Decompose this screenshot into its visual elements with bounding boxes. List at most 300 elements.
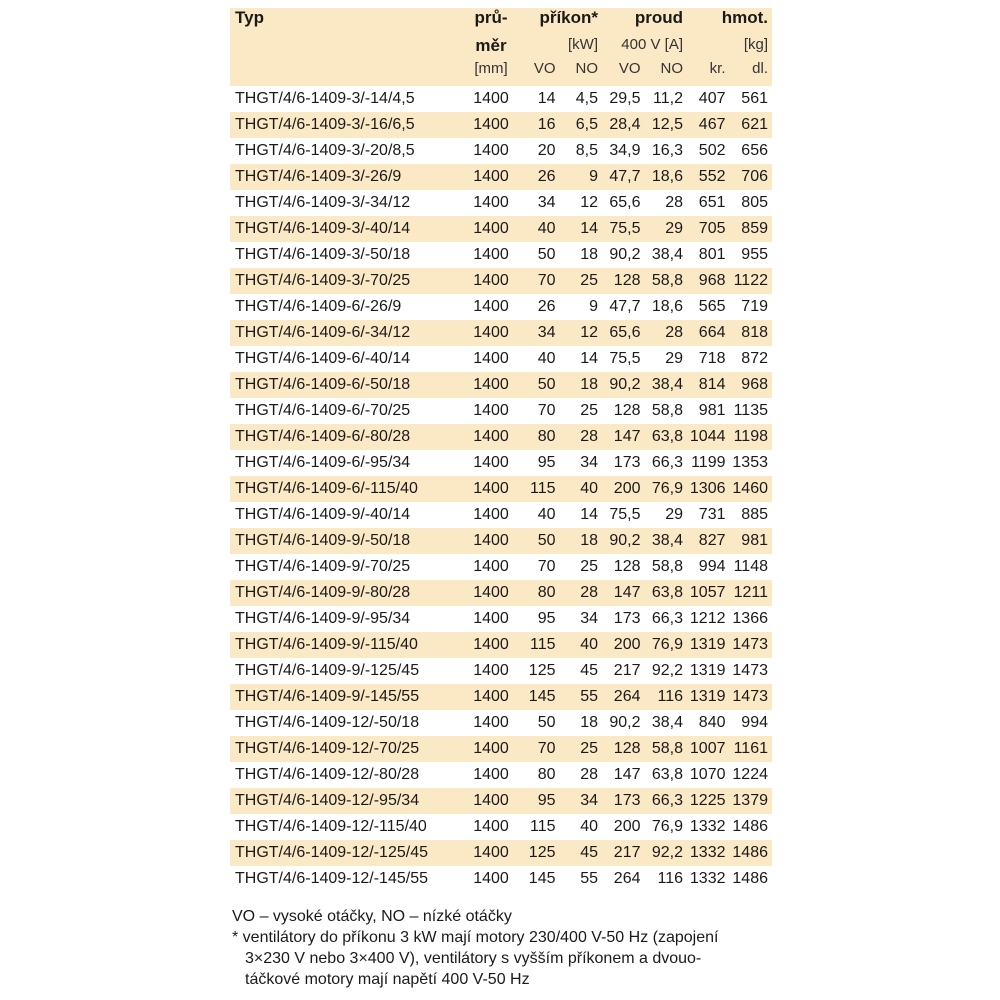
cell-mass-dl: 1161 (733, 740, 768, 757)
cell-power-vo: 14 (537, 90, 556, 107)
header-current-vo: VO (618, 60, 641, 77)
cell-current-no: 63,8 (651, 428, 683, 445)
cell-mass-kr: 1212 (689, 610, 726, 627)
footnote-line-3: táčkové motory mají napětí 400 V-50 Hz (245, 971, 530, 988)
cell-diameter: 1400 (473, 116, 509, 133)
cell-current-no: 38,4 (651, 532, 683, 549)
cell-mass-dl: 561 (741, 90, 768, 107)
cell-current-vo: 147 (613, 766, 641, 783)
cell-mass-dl: 656 (741, 142, 768, 159)
cell-typ: THGT/4/6-1409-6/-95/34 (235, 454, 411, 471)
cell-typ: THGT/4/6-1409-3/-40/14 (235, 220, 411, 237)
table-row (230, 242, 772, 268)
cell-typ: THGT/4/6-1409-9/-95/34 (235, 610, 411, 627)
cell-power-no: 18 (580, 714, 598, 731)
table-body (230, 86, 772, 892)
cell-diameter: 1400 (473, 168, 509, 185)
cell-power-no: 18 (580, 532, 598, 549)
table-row (230, 398, 772, 424)
cell-power-no: 4,5 (575, 90, 598, 107)
cell-current-no: 66,3 (651, 454, 683, 471)
footnote-line-1: * ventilátory do příkonu 3 kW mají motory 230/400 V-50 Hz (zapojení (232, 929, 719, 946)
cell-power-no: 40 (580, 636, 598, 653)
table-row (230, 632, 772, 658)
cell-power-vo: 95 (537, 610, 556, 627)
cell-power-vo: 50 (537, 714, 556, 731)
cell-typ: THGT/4/6-1409-12/-50/18 (235, 714, 420, 731)
cell-typ: THGT/4/6-1409-12/-70/25 (235, 740, 420, 757)
notes-block (232, 906, 792, 990)
cell-diameter: 1400 (473, 870, 509, 887)
cell-mass-kr: 968 (698, 272, 726, 289)
cell-mass-dl: 1486 (732, 818, 768, 835)
cell-mass-kr: 1319 (689, 636, 726, 653)
cell-mass-kr: 1332 (689, 818, 726, 835)
cell-current-no: 58,8 (651, 558, 683, 575)
cell-current-no: 18,6 (651, 298, 683, 315)
header-current-unit: 400 V [A] (621, 36, 683, 53)
footnote-line-2: 3×230 V nebo 3×400 V), ventilátory s vyšším příkonem a dvouo- (245, 950, 702, 967)
cell-power-no: 28 (580, 584, 598, 601)
cell-current-no: 16,3 (651, 142, 683, 159)
cell-mass-dl: 719 (741, 298, 768, 315)
table-row (230, 268, 772, 294)
table-row (230, 658, 772, 684)
header-current-no: NO (660, 60, 683, 77)
cell-diameter: 1400 (473, 714, 509, 731)
table-row (230, 580, 772, 606)
cell-power-vo: 40 (537, 350, 556, 367)
cell-mass-kr: 651 (698, 194, 726, 211)
cell-power-vo: 115 (529, 636, 556, 653)
cell-mass-kr: 1070 (689, 766, 726, 783)
cell-current-vo: 47,7 (609, 298, 641, 315)
cell-diameter: 1400 (473, 844, 509, 861)
cell-power-no: 40 (580, 480, 598, 497)
cell-typ: THGT/4/6-1409-9/-115/40 (235, 636, 418, 653)
table-row (230, 762, 772, 788)
table-row (230, 372, 772, 398)
cell-mass-dl: 1198 (733, 428, 768, 445)
cell-power-no: 55 (580, 688, 598, 705)
cell-power-no: 14 (580, 220, 598, 237)
cell-power-no: 40 (580, 818, 598, 835)
cell-typ: THGT/4/6-1409-3/-34/12 (235, 194, 411, 211)
cell-mass-dl: 706 (741, 168, 768, 185)
cell-typ: THGT/4/6-1409-9/-145/55 (235, 688, 420, 705)
cell-current-vo: 34,9 (609, 142, 641, 159)
cell-power-vo: 80 (537, 584, 556, 601)
cell-power-vo: 115 (529, 818, 556, 835)
cell-power-no: 14 (580, 350, 598, 367)
cell-current-no: 12,5 (651, 116, 683, 133)
header-diameter-line2: měr (475, 36, 507, 55)
cell-diameter: 1400 (473, 90, 509, 107)
cell-power-vo: 50 (537, 376, 556, 393)
cell-mass-dl: 1366 (732, 610, 768, 627)
cell-current-vo: 90,2 (609, 532, 641, 549)
cell-power-no: 25 (580, 272, 598, 289)
cell-power-no: 34 (580, 454, 598, 471)
cell-mass-kr: 840 (698, 714, 726, 731)
table-row (230, 710, 772, 736)
cell-diameter: 1400 (473, 506, 509, 523)
header-current: proud (634, 8, 683, 27)
cell-current-vo: 128 (613, 402, 641, 419)
cell-typ: THGT/4/6-1409-6/-80/28 (235, 428, 411, 445)
cell-mass-kr: 552 (698, 168, 726, 185)
cell-current-no: 76,9 (651, 480, 683, 497)
cell-typ: THGT/4/6-1409-6/-50/18 (235, 376, 411, 393)
cell-power-vo: 26 (537, 298, 556, 315)
cell-typ: THGT/4/6-1409-6/-70/25 (235, 402, 411, 419)
cell-diameter: 1400 (473, 454, 509, 471)
cell-mass-dl: 1486 (732, 844, 768, 861)
cell-mass-dl: 1148 (733, 558, 768, 575)
cell-current-vo: 75,5 (609, 220, 641, 237)
cell-current-no: 92,2 (651, 844, 683, 861)
cell-mass-kr: 502 (698, 142, 726, 159)
cell-current-no: 38,4 (651, 246, 683, 263)
cell-power-vo: 70 (537, 558, 556, 575)
header-row-1 (230, 8, 772, 36)
cell-current-vo: 200 (613, 636, 641, 653)
cell-current-no: 63,8 (651, 584, 683, 601)
cell-current-vo: 65,6 (609, 324, 641, 341)
cell-typ: THGT/4/6-1409-6/-115/40 (235, 480, 418, 497)
cell-current-vo: 28,4 (609, 116, 641, 133)
cell-current-vo: 200 (613, 480, 641, 497)
cell-mass-dl: 621 (741, 116, 768, 133)
cell-power-vo: 80 (537, 766, 556, 783)
cell-power-vo: 125 (528, 662, 556, 679)
cell-mass-kr: 664 (698, 324, 726, 341)
cell-current-vo: 75,5 (609, 506, 641, 523)
cell-power-no: 9 (589, 168, 598, 185)
cell-mass-kr: 731 (698, 506, 726, 523)
cell-current-no: 38,4 (651, 376, 683, 393)
cell-current-vo: 200 (613, 818, 641, 835)
cell-mass-dl: 955 (741, 246, 768, 263)
legend-note: VO – vysoké otáčky, NO – nízké otáčky (232, 908, 512, 925)
cell-diameter: 1400 (473, 350, 509, 367)
cell-power-vo: 20 (537, 142, 556, 159)
cell-mass-kr: 827 (698, 532, 726, 549)
cell-current-no: 66,3 (651, 792, 683, 809)
table-row (230, 424, 772, 450)
cell-mass-dl: 981 (741, 532, 768, 549)
cell-typ: THGT/4/6-1409-3/-26/9 (235, 168, 402, 185)
cell-current-vo: 264 (613, 688, 641, 705)
table-row (230, 346, 772, 372)
cell-mass-kr: 718 (698, 350, 726, 367)
cell-current-no: 28 (665, 324, 683, 341)
cell-typ: THGT/4/6-1409-9/-125/45 (235, 662, 420, 679)
cell-typ: THGT/4/6-1409-3/-50/18 (235, 246, 411, 263)
cell-current-vo: 75,5 (609, 350, 641, 367)
cell-mass-dl: 885 (741, 506, 768, 523)
table-row (230, 502, 772, 528)
cell-diameter: 1400 (473, 688, 509, 705)
cell-power-vo: 26 (537, 168, 556, 185)
cell-power-no: 9 (589, 298, 598, 315)
table-row (230, 86, 772, 112)
cell-mass-kr: 1319 (689, 662, 726, 679)
header-mass-dl: dl. (752, 60, 768, 77)
cell-power-vo: 145 (528, 870, 556, 887)
cell-current-vo: 147 (613, 428, 641, 445)
cell-typ: THGT/4/6-1409-9/-40/14 (235, 506, 411, 523)
cell-power-no: 6,5 (575, 116, 598, 133)
header-diameter-line1: prů- (474, 8, 508, 27)
cell-diameter: 1400 (473, 584, 509, 601)
cell-power-vo: 125 (528, 844, 556, 861)
cell-power-vo: 34 (537, 324, 556, 341)
header-mass-unit: [kg] (743, 36, 768, 53)
cell-typ: THGT/4/6-1409-6/-34/12 (235, 324, 411, 341)
cell-power-no: 25 (580, 740, 598, 757)
cell-current-no: 76,9 (651, 818, 683, 835)
cell-power-vo: 16 (537, 116, 556, 133)
table-row (230, 294, 772, 320)
cell-current-no: 29 (665, 506, 683, 523)
cell-power-vo: 80 (537, 428, 556, 445)
cell-diameter: 1400 (473, 532, 509, 549)
cell-mass-dl: 994 (741, 714, 768, 731)
header-mass: hmot. (721, 8, 768, 27)
cell-power-no: 55 (580, 870, 598, 887)
fan-spec-table (230, 8, 772, 892)
cell-mass-dl: 1211 (733, 584, 768, 601)
cell-mass-kr: 1306 (689, 480, 726, 497)
cell-diameter: 1400 (473, 818, 509, 835)
table-row (230, 216, 772, 242)
cell-diameter: 1400 (473, 142, 509, 159)
cell-typ: THGT/4/6-1409-9/-80/28 (235, 584, 411, 601)
cell-typ: THGT/4/6-1409-12/-115/40 (235, 818, 427, 835)
cell-current-vo: 90,2 (609, 376, 641, 393)
table-row (230, 320, 772, 346)
cell-mass-dl: 968 (741, 376, 768, 393)
cell-diameter: 1400 (473, 402, 509, 419)
cell-mass-dl: 1473 (732, 636, 768, 653)
cell-power-vo: 70 (537, 272, 556, 289)
table-row (230, 814, 772, 840)
cell-mass-kr: 1044 (689, 428, 726, 445)
cell-mass-dl: 1486 (732, 870, 768, 887)
cell-diameter: 1400 (473, 428, 509, 445)
cell-typ: THGT/4/6-1409-12/-145/55 (235, 870, 428, 887)
cell-mass-kr: 801 (698, 246, 726, 263)
cell-mass-dl: 1460 (732, 480, 768, 497)
cell-mass-dl: 818 (741, 324, 768, 341)
cell-mass-dl: 1122 (733, 272, 768, 289)
cell-current-no: 28 (665, 194, 683, 211)
cell-current-no: 92,2 (651, 662, 683, 679)
table-row (230, 606, 772, 632)
cell-power-no: 14 (580, 506, 598, 523)
cell-current-no: 11,2 (653, 90, 683, 107)
table-row (230, 840, 772, 866)
cell-mass-kr: 467 (698, 116, 726, 133)
cell-diameter: 1400 (473, 558, 509, 575)
cell-current-no: 116 (657, 688, 683, 705)
cell-current-no: 58,8 (651, 740, 683, 757)
cell-current-vo: 264 (613, 870, 641, 887)
cell-diameter: 1400 (473, 324, 509, 341)
cell-mass-kr: 1332 (689, 870, 726, 887)
cell-mass-kr: 565 (698, 298, 726, 315)
cell-power-no: 18 (580, 376, 598, 393)
header-power-vo: VO (533, 60, 556, 77)
cell-current-vo: 173 (613, 792, 641, 809)
cell-mass-kr: 1007 (689, 740, 726, 757)
fan-spec-table-container (230, 8, 772, 892)
cell-typ: THGT/4/6-1409-3/-70/25 (235, 272, 411, 289)
cell-power-no: 18 (580, 246, 598, 263)
cell-typ: THGT/4/6-1409-3/-16/6,5 (235, 116, 415, 133)
cell-diameter: 1400 (473, 636, 509, 653)
cell-power-no: 45 (580, 662, 598, 679)
table-row (230, 164, 772, 190)
cell-current-no: 58,8 (651, 402, 683, 419)
header-power-no: NO (575, 60, 598, 77)
cell-current-vo: 29,5 (609, 90, 641, 107)
cell-mass-kr: 1057 (689, 584, 726, 601)
cell-mass-dl: 1379 (732, 792, 768, 809)
cell-power-vo: 40 (537, 220, 556, 237)
cell-current-no: 18,6 (651, 168, 683, 185)
table-row (230, 138, 772, 164)
cell-mass-kr: 407 (698, 90, 726, 107)
cell-current-vo: 217 (613, 844, 641, 861)
cell-power-no: 25 (580, 402, 598, 419)
cell-diameter: 1400 (473, 272, 509, 289)
cell-current-vo: 65,6 (609, 194, 641, 211)
table-row (230, 450, 772, 476)
cell-power-no: 28 (580, 766, 598, 783)
table-row (230, 866, 772, 892)
cell-diameter: 1400 (473, 610, 509, 627)
cell-diameter: 1400 (473, 740, 509, 757)
cell-power-no: 28 (580, 428, 598, 445)
cell-current-no: 66,3 (651, 610, 683, 627)
cell-mass-kr: 1225 (689, 792, 726, 809)
cell-power-no: 34 (580, 792, 598, 809)
cell-typ: THGT/4/6-1409-3/-14/4,5 (235, 90, 415, 107)
cell-mass-kr: 981 (698, 402, 726, 419)
cell-current-vo: 47,7 (609, 168, 641, 185)
cell-typ: THGT/4/6-1409-9/-50/18 (235, 532, 411, 549)
cell-power-vo: 145 (528, 688, 556, 705)
cell-mass-dl: 872 (741, 350, 768, 367)
cell-diameter: 1400 (473, 766, 509, 783)
table-row (230, 112, 772, 138)
cell-mass-dl: 1353 (732, 454, 768, 471)
cell-current-no: 29 (665, 350, 683, 367)
cell-mass-dl: 805 (741, 194, 768, 211)
cell-diameter: 1400 (473, 298, 509, 315)
header-typ: Typ (235, 8, 264, 27)
cell-power-vo: 40 (537, 506, 556, 523)
cell-current-no: 29 (665, 220, 683, 237)
table-row (230, 190, 772, 216)
header-mass-kr: kr. (709, 60, 726, 77)
cell-current-vo: 147 (613, 584, 641, 601)
cell-mass-dl: 1135 (733, 402, 768, 419)
cell-power-no: 8,5 (575, 142, 598, 159)
cell-current-no: 38,4 (651, 714, 683, 731)
cell-mass-kr: 705 (698, 220, 726, 237)
table-row (230, 736, 772, 762)
table-row (230, 554, 772, 580)
cell-power-vo: 50 (537, 246, 556, 263)
header-power: příkon* (539, 8, 598, 27)
cell-current-vo: 217 (613, 662, 641, 679)
cell-mass-dl: 859 (741, 220, 768, 237)
cell-typ: THGT/4/6-1409-9/-70/25 (235, 558, 411, 575)
cell-current-vo: 90,2 (609, 714, 641, 731)
cell-mass-kr: 1199 (691, 454, 726, 471)
cell-current-no: 76,9 (651, 636, 683, 653)
cell-current-vo: 173 (613, 454, 641, 471)
cell-current-no: 63,8 (651, 766, 683, 783)
cell-typ: THGT/4/6-1409-12/-95/34 (235, 792, 420, 809)
cell-power-vo: 70 (537, 740, 556, 757)
cell-power-no: 45 (580, 844, 598, 861)
cell-power-vo: 115 (529, 480, 556, 497)
table-header (230, 8, 772, 86)
cell-power-vo: 70 (537, 402, 556, 419)
table-row (230, 528, 772, 554)
cell-power-no: 12 (580, 324, 598, 341)
cell-typ: THGT/4/6-1409-6/-40/14 (235, 350, 411, 367)
cell-diameter: 1400 (473, 246, 509, 263)
cell-power-vo: 34 (537, 194, 556, 211)
table-row (230, 476, 772, 502)
cell-mass-dl: 1473 (732, 662, 768, 679)
cell-power-vo: 95 (537, 792, 556, 809)
cell-current-vo: 128 (613, 558, 641, 575)
cell-power-no: 34 (580, 610, 598, 627)
cell-current-vo: 90,2 (609, 246, 641, 263)
cell-mass-kr: 814 (698, 376, 726, 393)
cell-power-vo: 50 (537, 532, 556, 549)
table-row (230, 788, 772, 814)
cell-diameter: 1400 (473, 792, 509, 809)
cell-current-no: 58,8 (651, 272, 683, 289)
header-power-unit: [kW] (568, 36, 598, 53)
cell-mass-kr: 1319 (689, 688, 726, 705)
cell-power-no: 12 (580, 194, 598, 211)
table-row (230, 684, 772, 710)
cell-mass-dl: 1473 (732, 688, 768, 705)
cell-diameter: 1400 (473, 194, 509, 211)
header-diameter-unit: [mm] (474, 60, 508, 77)
cell-typ: THGT/4/6-1409-3/-20/8,5 (235, 142, 415, 159)
cell-typ: THGT/4/6-1409-12/-80/28 (235, 766, 420, 783)
cell-power-no: 25 (580, 558, 598, 575)
cell-mass-kr: 994 (698, 558, 726, 575)
cell-diameter: 1400 (473, 220, 509, 237)
cell-power-vo: 95 (537, 454, 556, 471)
cell-typ: THGT/4/6-1409-6/-26/9 (235, 298, 402, 315)
cell-mass-kr: 1332 (689, 844, 726, 861)
cell-current-vo: 128 (613, 272, 641, 289)
cell-diameter: 1400 (473, 480, 509, 497)
cell-typ: THGT/4/6-1409-12/-125/45 (235, 844, 428, 861)
cell-diameter: 1400 (473, 376, 509, 393)
